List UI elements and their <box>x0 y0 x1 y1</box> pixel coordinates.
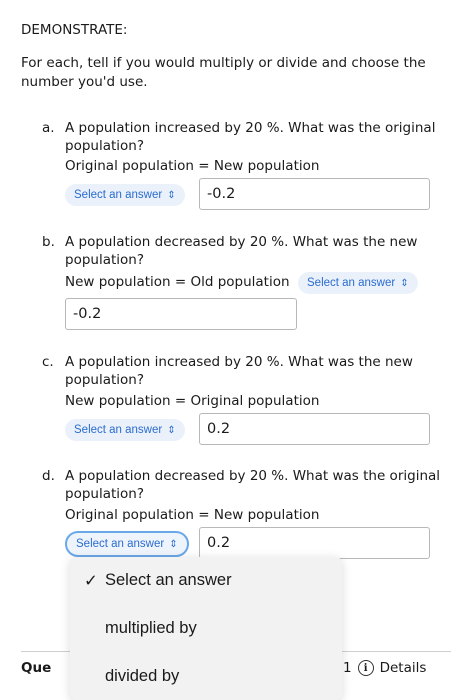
answer-dropdown-menu <box>70 557 342 700</box>
instructions: For each, tell if you would multiply or divide and choose the number you'd use. <box>21 55 426 90</box>
question-c-text: A population increased by 20 %. What was the new population? <box>65 354 413 388</box>
chevron-updown-icon: ⇕ <box>169 538 178 550</box>
question-b-input[interactable]: -0.2 <box>65 298 297 330</box>
select-label: Select an answer <box>74 424 163 436</box>
question-d-select[interactable] <box>67 533 187 555</box>
question-a-input[interactable]: -0.2 <box>199 178 430 210</box>
question-c-input[interactable]: 0.2 <box>199 413 430 445</box>
question-a-letter: a. <box>42 120 55 136</box>
question-b-letter: b. <box>42 234 55 250</box>
question-d-equation: Original population = New population <box>65 507 320 523</box>
select-label: Select an answer <box>76 538 165 550</box>
question-b-text: A population decreased by 20 %. What was the new population? <box>65 234 418 268</box>
question-b-equation: New population = Old population <box>65 274 290 290</box>
page-number: 1 <box>343 660 352 676</box>
details-link[interactable]: Details <box>379 660 427 676</box>
question-label: Que <box>21 660 52 676</box>
question-a-select[interactable] <box>65 184 185 206</box>
question-b-select[interactable] <box>298 272 418 294</box>
question-d-letter: d. <box>42 468 55 484</box>
question-c-select[interactable] <box>65 419 185 441</box>
info-icon[interactable]: i <box>358 660 374 676</box>
question-a-text: A population increased by 20 %. What was the original population? <box>65 120 436 154</box>
question-d-input[interactable]: 0.2 <box>199 527 430 559</box>
question-a-equation: Original population = New population <box>65 158 320 174</box>
chevron-updown-icon: ⇕ <box>400 277 409 289</box>
select-label: Select an answer <box>74 189 163 201</box>
question-c-letter: c. <box>42 354 54 370</box>
section-heading: DEMONSTRATE: <box>21 22 128 38</box>
footer-details[interactable] <box>343 660 426 676</box>
checkmark-icon: ✓ <box>84 572 98 590</box>
chevron-updown-icon: ⇕ <box>167 189 176 201</box>
dropdown-option-label: Select an answer <box>105 571 232 589</box>
question-d-text: A population decreased by 20 %. What was the original population? <box>65 468 441 502</box>
chevron-updown-icon: ⇕ <box>167 424 176 436</box>
dropdown-option-label: divided by <box>105 667 180 685</box>
select-label: Select an answer <box>307 277 396 289</box>
question-c-equation: New population = Original population <box>65 393 320 409</box>
dropdown-option-label: multiplied by <box>105 619 197 637</box>
